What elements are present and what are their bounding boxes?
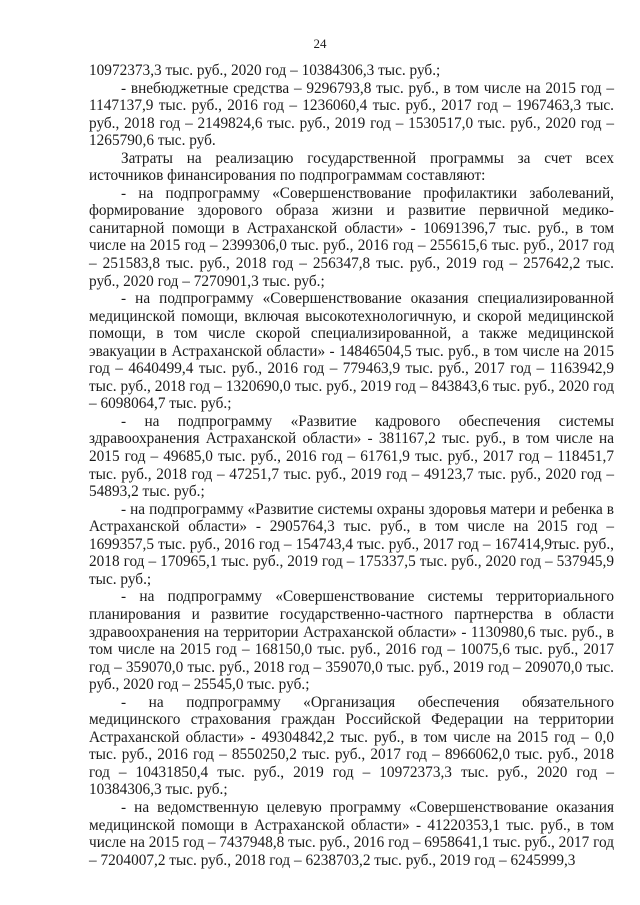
paragraph-subprogram-maternal-child: - на подпрограмму «Развитие системы охраны здоровья матери и ребенка в Астраханской области» - 2905764,3 тыс. руб., в том числе на 2015 год – 1699357,5 тыс. руб., 2016 год – 154743,4 тыс. руб., 2017 год – 167414,9тыс. руб., 2018 год – 170965,1 тыс. руб., 2019 год – 175337,5 тыс. руб., 2020 год – 537945,9 тыс. руб.; <box>89 500 614 588</box>
paragraph-subprogram-specialized-care: - на подпрограмму «Совершенствование оказания специализированной медицинской помощи, включая высокотехнологичную, и скорой медицинской помощи, в том числе скорой специализированной, а также медицинской эвакуации в Астраханской области» - 14846504,5 тыс. руб., в том числе на 2015 год – 4640499,4 тыс. руб., 2016 год – 779463,9 тыс. руб., 2017 год – 1163942,9 тыс. руб., 2018 год – 1320690,0 тыс. руб., 2019 год – 843843,6 тыс. руб., 2020 год – 6098064,7 тыс. руб.; <box>89 290 614 413</box>
paragraph-subprogram-territorial-planning: - на подпрограмму «Совершенствование системы территориального планирования и развитие государственно-частного партнерства в области здравоохранения на территории Астраханской области» - 1130980,6 тыс. руб., в том числе на 2015 год – 168150,0 тыс. руб., 2016 год – 10075,6 тыс. руб., 2017 год – 359070,0 тыс. руб., 2018 год – 359070,0 тыс. руб., 2019 год – 209070,0 тыс. руб., 2020 год – 25545,0 тыс. руб.; <box>89 588 614 694</box>
paragraph-extrabudgetary-funds: - внебюджетные средства – 9296793,8 тыс. руб., в том числе на 2015 год – 1147137,9 тыс. руб., 2016 год – 1236060,4 тыс. руб., 2017 год – 1967463,3 тыс. руб., 2018 год – 2149824,6 тыс. руб., 2019 год – 1530517,0 тыс. руб., 2020 год – 1265790,6 тыс. руб. <box>89 79 614 150</box>
paragraph-subprogram-staffing: - на подпрограмму «Развитие кадрового обеспечения системы здравоохранения Астраханской области» - 381167,2 тыс. руб., в том числе на 2015 год – 49685,0 тыс. руб., 2016 год – 61761,9 тыс. руб., 2017 год – 118451,7 тыс. руб., 2018 год – 47251,7 тыс. руб., 2019 год – 49123,7 тыс. руб., 2020 год – 54893,2 тыс. руб.; <box>89 412 614 501</box>
paragraph-continuation: 10972373,3 тыс. руб., 2020 год – 10384306,3 тыс. руб.; <box>89 62 441 79</box>
page-number: 24 <box>313 36 327 51</box>
paragraph-costs-intro: Затраты на реализацию государственной программы за счет всех источников финансирования по подпрограммам составляют: <box>89 149 614 185</box>
paragraph-subprogram-prevention: - на подпрограмму «Совершенствование профилактики заболеваний, формирование здорового образа жизни и развитие первичной медико-санитарной помощи в Астраханской области» - 10691396,7 тыс. руб., в том числе на 2015 год – 2399306,0 тыс. руб., 2016 год – 255615,6 тыс. руб., 2017 год – 251583,8 тыс. руб., 2018 год – 256347,8 тыс. руб., 2019 год – 257642,2 тыс. руб., 2020 год – 7270901,3 тыс. руб.; <box>89 184 614 290</box>
paragraph-subprogram-medical-insurance: - на подпрограмму «Организация обеспечения обязательного медицинского страхования граждан Российской Федерации на территории Астраханской области» - 49304842,2 тыс. руб., в том числе на 2015 год – 0,0 тыс. руб., 2016 год – 8550250,2 тыс. руб., 2017 год – 8966062,0 тыс. руб., 2018 год – 10431850,4 тыс. руб., 2019 год – 10972373,3 тыс. руб., 2020 год – 10384306,3 тыс. руб.; <box>89 693 614 799</box>
body-text <box>89 62 614 869</box>
paragraph-departmental-program: - на ведомственную целевую программу «Совершенствование оказания медицинской помощи в Астраханской области» - 41220353,1 тыс. руб., в том числе на 2015 год – 7437948,8 тыс. руб., 2016 год – 6958641,1 тыс. руб., 2017 год – 7204007,2 тыс. руб., 2018 год – 6238703,2 тыс. руб., 2019 год – 6245999,3 <box>89 798 614 869</box>
